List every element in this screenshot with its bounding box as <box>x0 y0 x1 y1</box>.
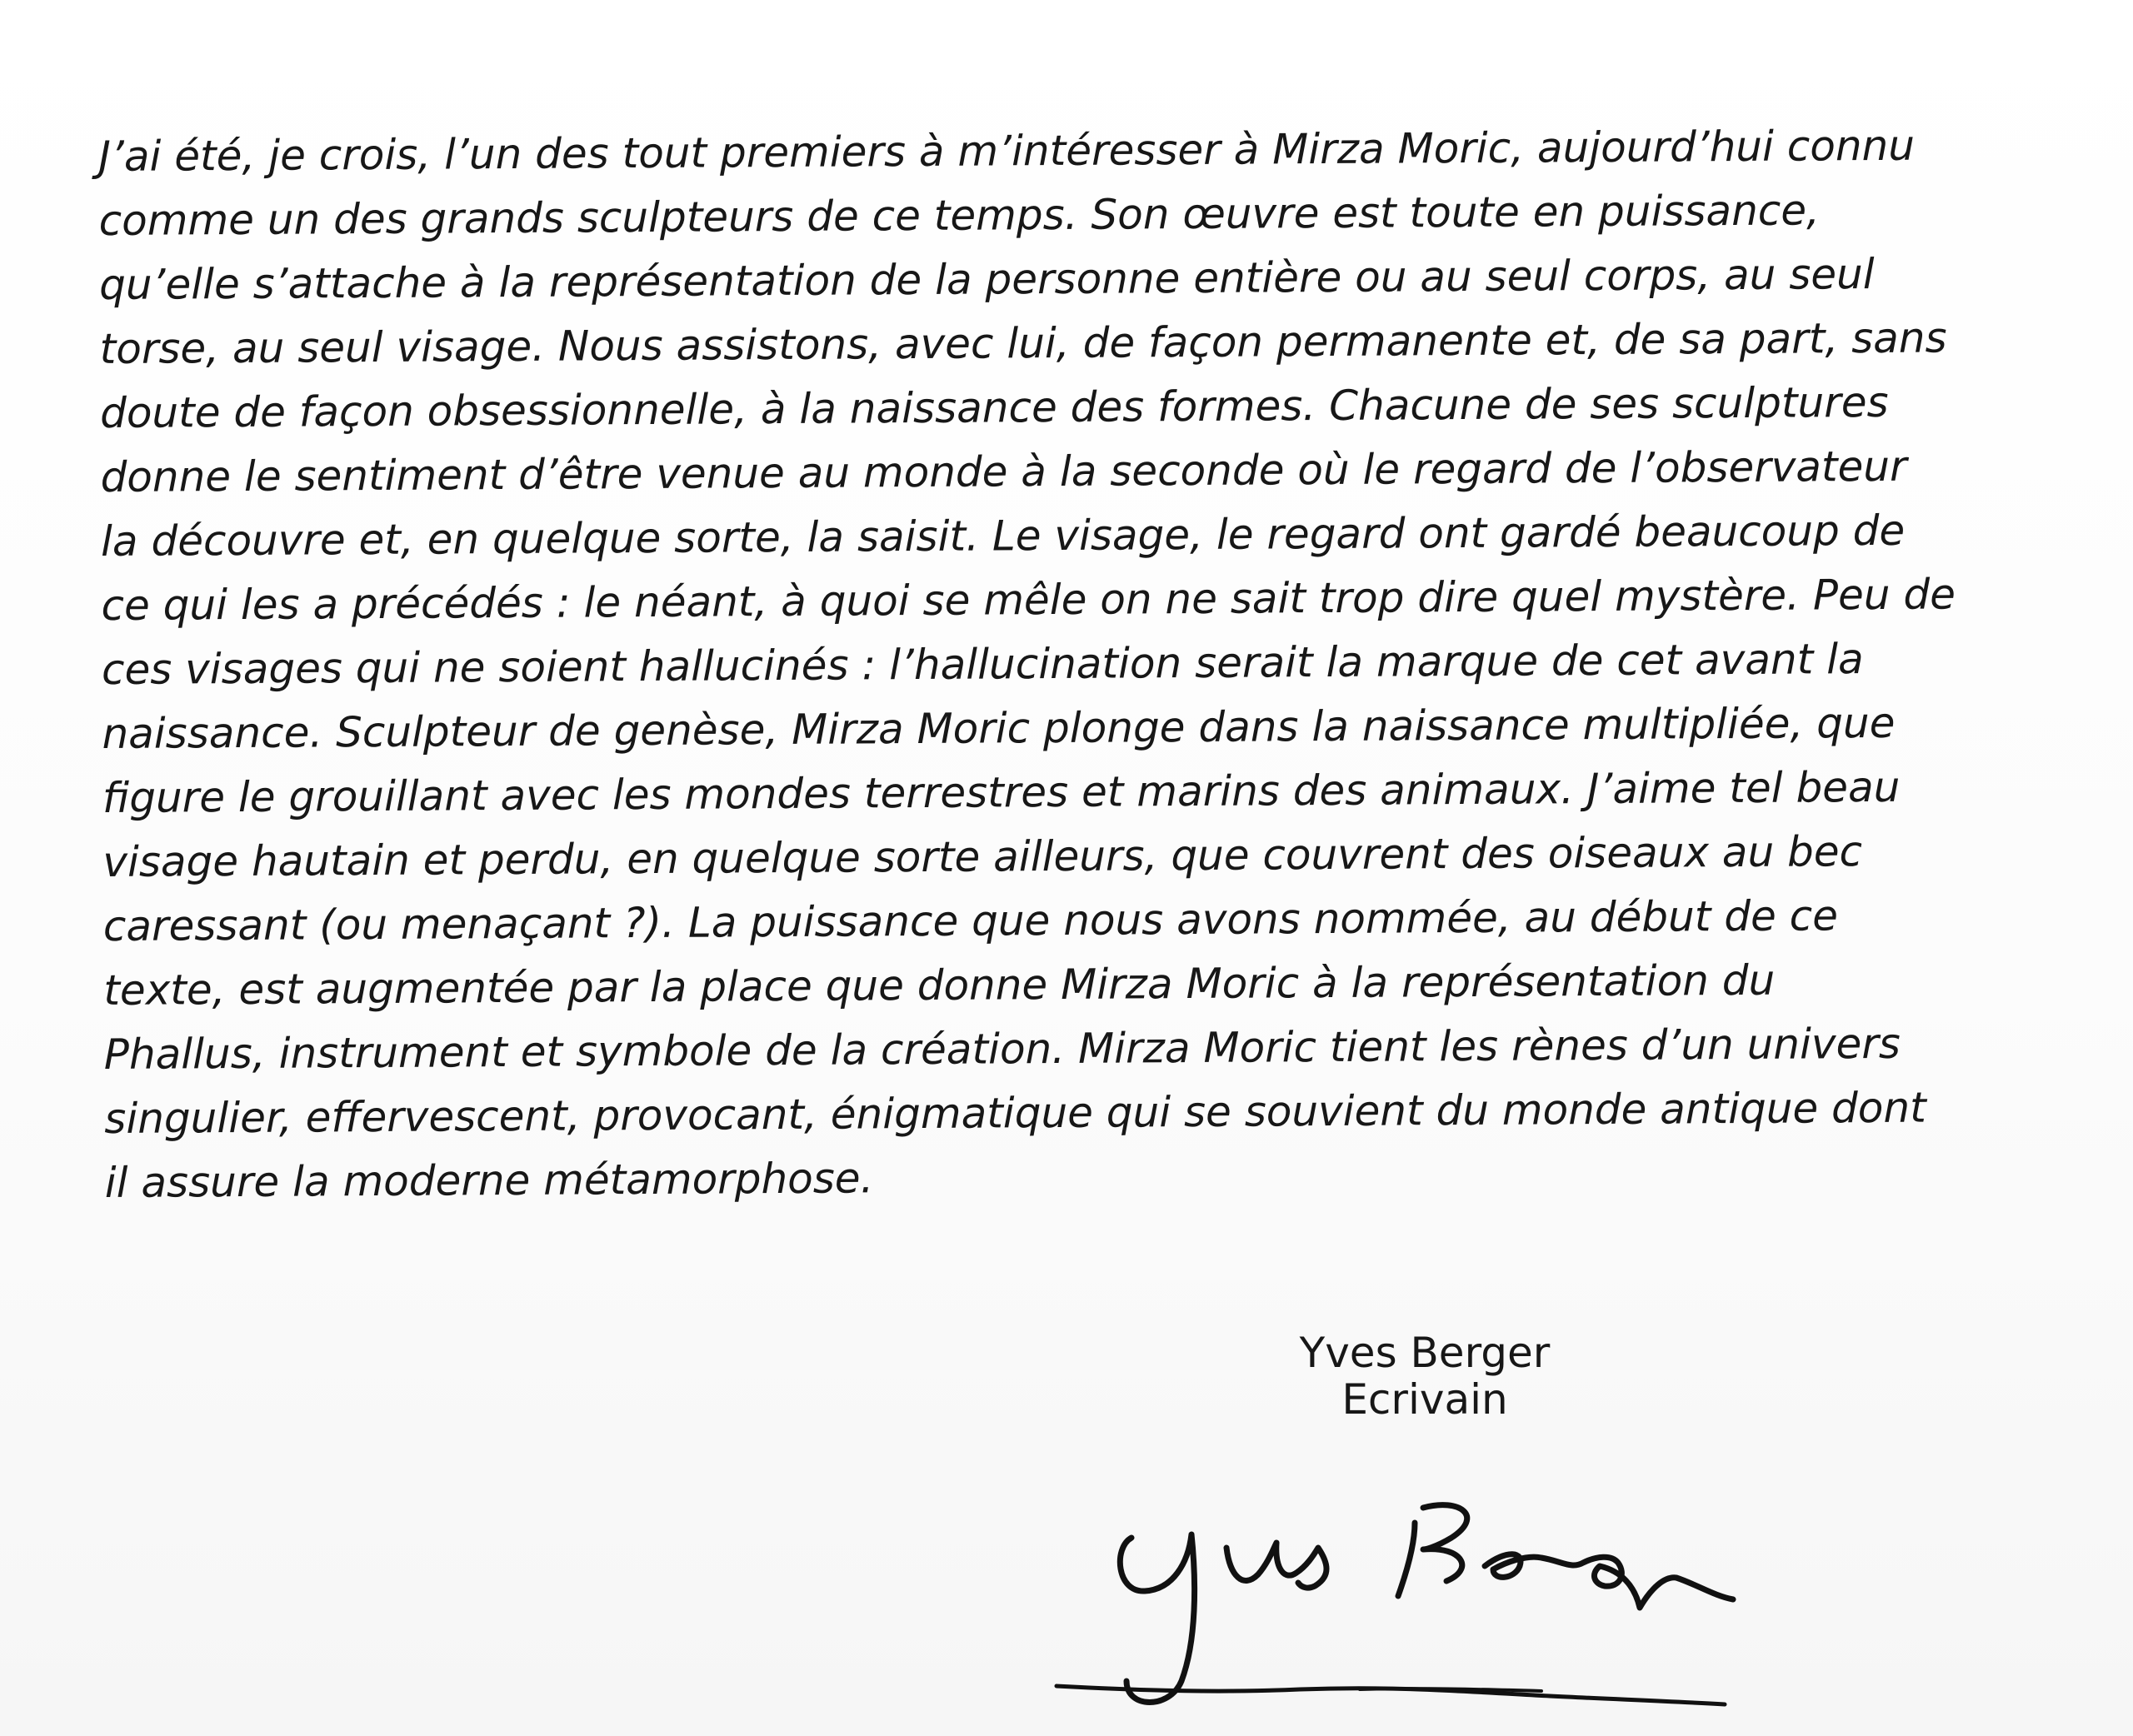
author-title: Ecrivain <box>1341 1375 1508 1424</box>
letter-line: la découvre et, en quelque sorte, la saisit. Le visage, le regard ont gardé beaucoup de <box>100 506 1906 566</box>
letter-line: texte, est augmentée par la place que donne Mirza Moric à la représentation du <box>103 955 1776 1015</box>
letter-line: J’ai été, je crois, l’un des tout premiers à m’intéresser à Mirza Moric, aujourd’hui connu <box>98 121 1916 181</box>
letter-line: doute de façon obsessionnelle, à la naissance des formes. Chacune de ses sculptures <box>99 377 1889 437</box>
letter-line: il assure la moderne métamorphose. <box>104 1154 874 1207</box>
letter-line: ce qui les a précédés : le néant, à quoi se mêle on ne sait trop dire quel mystère. Peu de <box>101 570 1956 630</box>
signature-ink <box>1057 1505 1733 1704</box>
letter-line: comme un des grands sculpteurs de ce temps. Son œuvre est toute en puissance, <box>98 186 1821 245</box>
signature-stroke-ves <box>1226 1543 1326 1588</box>
signature-drawing <box>1033 1483 1833 1733</box>
signature-stroke-y <box>1120 1534 1194 1703</box>
letter-line: naissance. Sculpteur de genèse, Mirza Moric plonge dans la naissance multipliée, que <box>102 698 1896 758</box>
letter-body <box>98 113 2046 1215</box>
letter-line: qu’elle s’attache à la représentation de la personne entière ou au seul corps, au seul <box>98 249 1875 309</box>
letter-line: caressant (ou menaçant ?). La puissance que nous avons nommée, au début de ce <box>102 891 1839 950</box>
letter-line: donne le sentiment d’être venue au monde à la seconde où le regard de l’observateur <box>100 441 1907 501</box>
signature-stroke-erger <box>1485 1554 1733 1608</box>
letter-line: visage hautain et perdu, en quelque sorte ailleurs, que couvrent des oiseaux au bec <box>102 827 1863 886</box>
signature-stroke-b <box>1398 1523 1415 1596</box>
letter-line: figure le grouillant avec les mondes terrestres et marins des animaux. J’aime tel beau <box>102 762 1901 822</box>
letter-line: singulier, effervescent, provocant, énigmatique qui se souvient du monde antique dont <box>104 1083 1926 1143</box>
signature-stroke-underline-tail <box>1360 1689 1541 1691</box>
author-block <box>1241 1329 1608 1423</box>
author-name: Yves Berger <box>1299 1329 1551 1377</box>
letter-line: ces visages qui ne soient hallucinés : l’hallucination serait la marque de cet avant la <box>101 635 1864 694</box>
letter-line: Phallus, instrument et symbole de la création. Mirza Moric tient les rènes d’un univers <box>103 1019 1901 1079</box>
handwritten-signature <box>1033 1483 1833 1733</box>
letter-line: torse, au seul visage. Nous assistons, avec lui, de façon permanente et, de sa part, sans <box>99 313 1947 373</box>
signature-stroke-b-bowl <box>1423 1505 1467 1581</box>
